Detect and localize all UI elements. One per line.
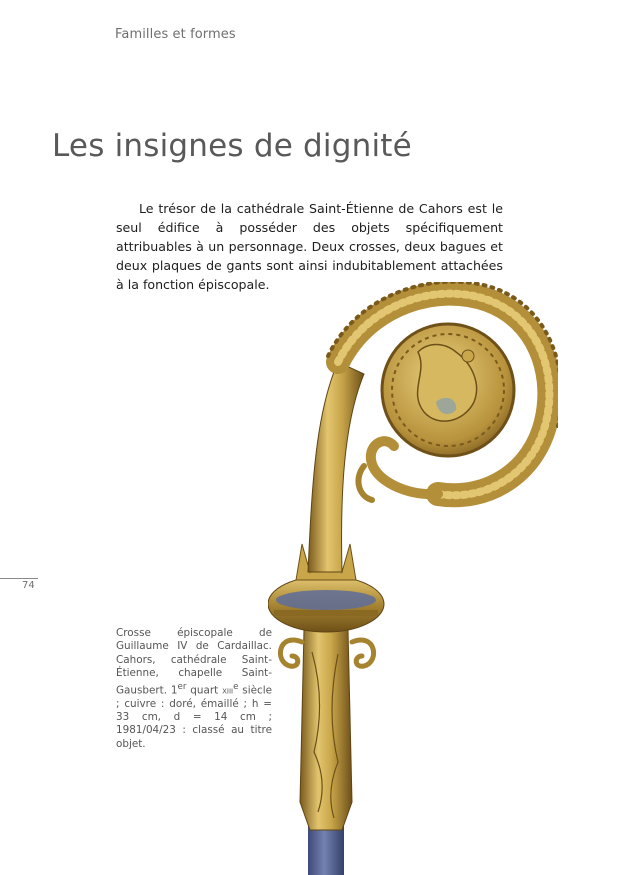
crosier-socket — [300, 630, 352, 830]
caption-century: xiii — [222, 684, 234, 697]
crosier-illustration — [268, 282, 558, 875]
crosier-shaft — [308, 362, 364, 572]
caption-text-1: Crosse épiscopale de Guillaume IV de Cardaillac. Cahors, cathédrale Saint-Étienne, chapelle Saint-Gausbert. 1 — [116, 627, 272, 697]
left-scroll — [280, 640, 302, 666]
chapter-title: Les insignes de dignité — [52, 128, 412, 164]
page-number: 74 — [22, 580, 35, 591]
figure-caption — [116, 627, 272, 751]
intro-paragraph: Le trésor de la cathédrale Saint-Étienne de Cahors est le seul édifice à posséder des objets spécifiquement attribuables à un personnage. Deux crosses, deux bagues et deux plaques de gants sont ainsi indubitablement attachées à la fonction épiscopale. — [116, 201, 503, 292]
caption-text-3: siècle ; cuivre : doré, émaillé ; h = 33 cm, d = 14 cm ; 1981/04/23 : classé au titre objet. — [116, 684, 272, 750]
running-head: Familles et formes — [115, 27, 236, 42]
right-scroll — [352, 640, 374, 666]
caption-superscript-1: er — [177, 681, 187, 692]
page-number-rule — [0, 578, 38, 579]
caption-text-2: quart — [186, 684, 223, 697]
caption-superscript-2: e — [233, 681, 239, 692]
